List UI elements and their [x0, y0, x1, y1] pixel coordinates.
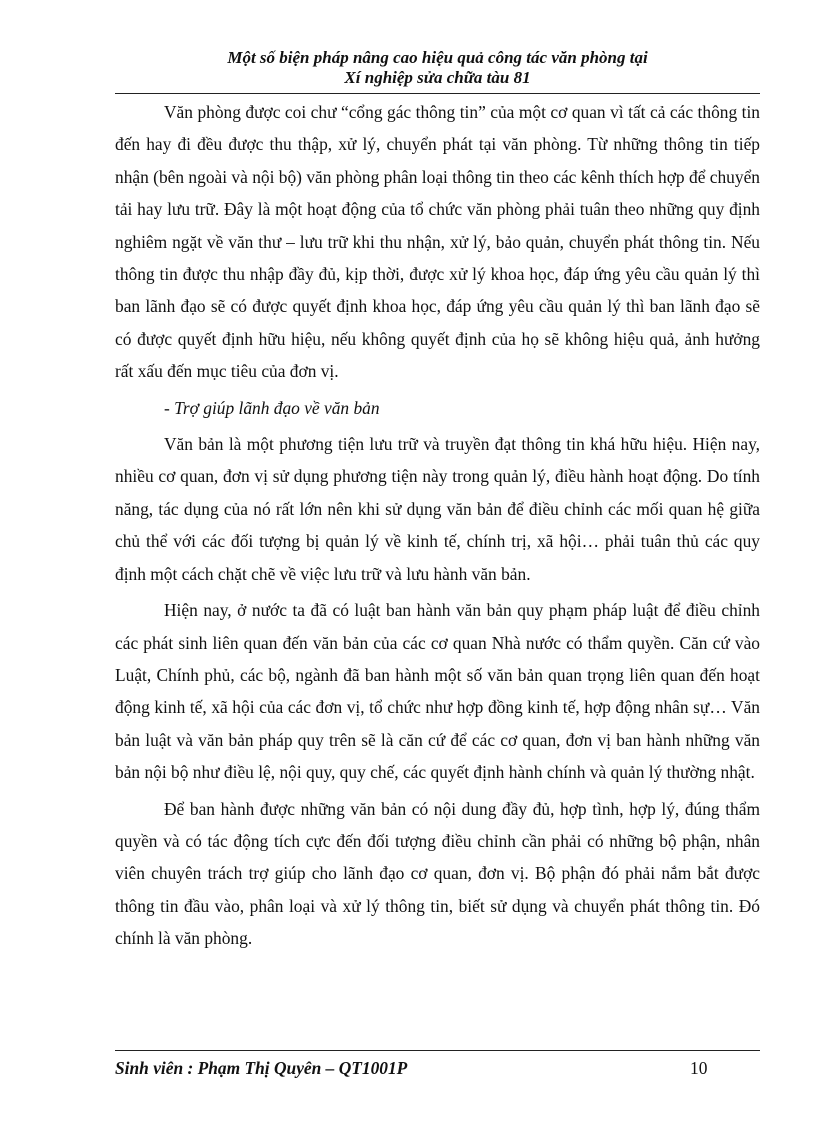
footer-student-info: Sinh viên : Phạm Thị Quyên – QT1001P: [115, 1058, 408, 1078]
paragraph-3: Hiện nay, ở nước ta đã có luật ban hành văn bản quy phạm pháp luật để điều chỉnh các phát sinh liên quan đến văn bản của các cơ quan Nhà nước có thẩm quyền. Căn cứ vào Luật, Chính phủ, các bộ, ngành đã ban hành một số văn bản quan trọng liên quan đến hoạt động kinh tế, xã hội của các đơn vị, tổ chức như hợp đồng kinh tế, hợp động nhân sự… Văn bản luật và văn bản pháp quy trên sẽ là căn cứ để các cơ quan, đơn vị ban hành những văn bản nội bộ như điều lệ, nội quy, quy chế, các quyết định hành chính và quản lý thường nhật.: [115, 600, 760, 783]
paragraph-4: Để ban hành được những văn bản có nội dung đầy đủ, hợp tình, hợp lý, đúng thẩm quyền và có tác động tích cực đến đối tượng điều chỉnh cần phải có những bộ phận, nhân viên chuyên trách trợ giúp cho lãnh đạo cơ quan, đơn vị. Bộ phận đó phải nắm bắt được thông tin đầu vào, phân loại và xử lý thông tin, biết sử dụng và chuyển phát thông tin. Đó chính là văn phòng.: [115, 798, 760, 949]
header-title-line-2: Xí nghiệp sửa chữa tàu 81: [344, 68, 531, 87]
header-divider: [115, 93, 760, 94]
page-number: 10: [690, 1058, 708, 1078]
document-body: [115, 96, 760, 959]
page-header: [115, 48, 760, 88]
paragraph-1: Văn phòng được coi chư “cổng gác thông tin” của một cơ quan vì tất cả các thông tin đến hay đi đều được thu thập, xử lý, chuyển phát tại văn phòng. Từ những thông tin tiếp nhận (bên ngoài và nội bộ) văn phòng phân loại thông tin theo các kênh thích hợp để chuyển tải hay lưu trữ. Đây là một hoạt động của tổ chức văn phòng phải tuân theo những quy định nghiêm ngặt về văn thư – lưu trữ khi thu nhận, xử lý, bảo quản, chuyển phát thông tin. Nếu thông tin được thu nhập đầy đủ, kịp thời, được xử lý khoa học, đáp ứng yêu cầu quản lý thì ban lãnh đạo sẽ có được quyết định khoa học, đáp ứng yêu cầu quản lý thì ban lãnh đạo sẽ có được quyết định hữu hiệu, nếu không quyết định của họ sẽ không hiệu quả, ảnh hưởng rất xấu đến mục tiêu của đơn vị.: [115, 102, 760, 382]
paragraph-2: Văn bản là một phương tiện lưu trữ và truyền đạt thông tin khá hữu hiệu. Hiện nay, nhiều cơ quan, đơn vị sử dụng phương tiện này trong quản lý, điều hành hoạt động. Do tính năng, tác dụng của nó rất lớn nên khi sử dụng văn bản để điều chỉnh các mối quan hệ giữa chủ thể với các đối tượng bị quản lý về kinh tế, chính trị, xã hội… phải tuân thủ các quy định một cách chặt chẽ về việc lưu trữ và lưu hành văn bản.: [115, 434, 760, 584]
footer-divider: [115, 1050, 760, 1051]
section-subheading: - Trợ giúp lãnh đạo về văn bản: [164, 397, 380, 418]
header-title-line-1: Một số biện pháp nâng cao hiệu quả công tác văn phòng tại: [227, 48, 648, 67]
